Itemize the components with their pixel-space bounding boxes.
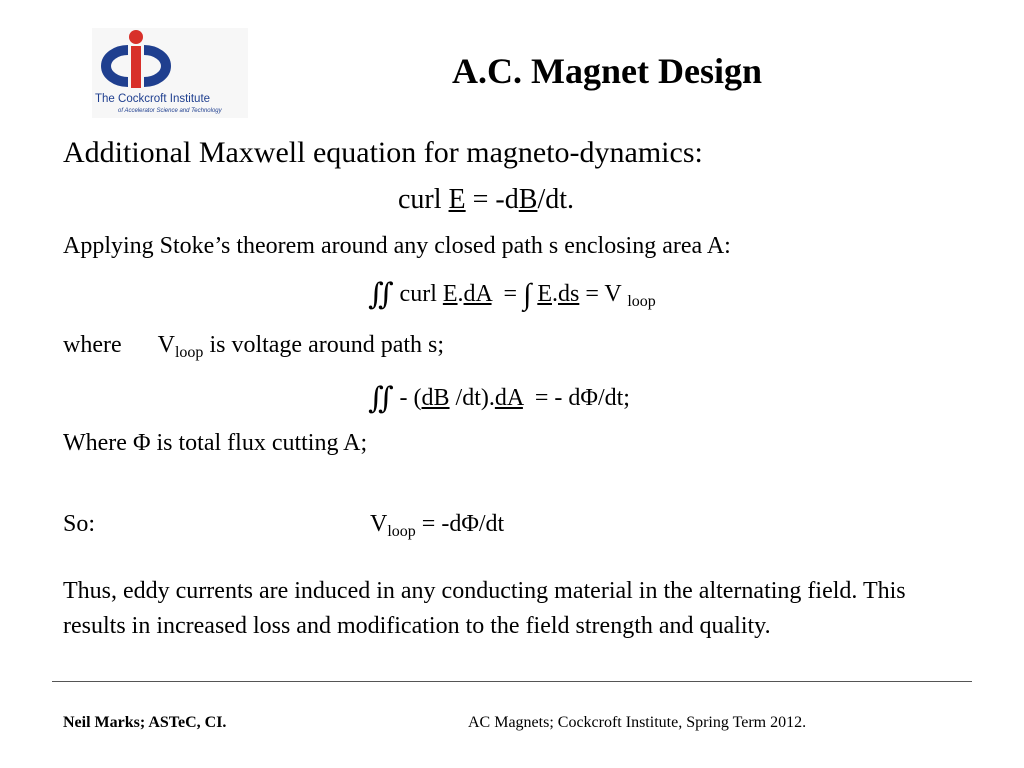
double-integral-symbol: ∬ [368, 278, 394, 311]
cockcroft-institute-logo [92, 28, 248, 118]
slide-title: A.C. Magnet Design [452, 51, 762, 91]
logo-org-name: The Cockcroft Institute [95, 93, 211, 105]
footer-author: Neil Marks; ASTeC, CI. [63, 714, 227, 731]
footer-divider [52, 681, 972, 682]
flux-equation: ∬ - (dB /dt).dA = - dΦ/dt; [368, 382, 630, 415]
logo-stem [131, 46, 141, 88]
maxwell-equation: curl E = -dB/dt. [398, 184, 575, 215]
so-label: So: [63, 511, 96, 537]
logo-org-subtitle: of Accelerator Science and Technology [118, 108, 222, 114]
integral-symbol: ∫ [523, 278, 532, 311]
where-line: where $V_{loop}$ is voltage around path s; [63, 332, 445, 361]
logo-dot [129, 30, 143, 44]
flux-definition-line: Where Φ is total flux cutting A; [63, 430, 368, 456]
footer-course: AC Magnets; Cockcroft Institute, Spring Term 2012. [468, 714, 807, 731]
double-integral-symbol: ∬ [368, 382, 394, 415]
loop-voltage-equation: $V_{loop} = -d\Phi/dt$ [370, 511, 505, 540]
stokes-equation: ∬ curl E.dA = ∫ E.ds = V $_{loop}$ [368, 278, 656, 311]
intro-line: Additional Maxwell equation for magneto-dynamics: [63, 136, 703, 169]
conclusion-paragraph: Thus, eddy currents are induced in any conducting material in the alternating field. This results in increased loss and modification to the field strength and quality. [63, 578, 906, 639]
stokes-line: Applying Stoke’s theorem around any closed path s enclosing area A: [63, 233, 731, 259]
